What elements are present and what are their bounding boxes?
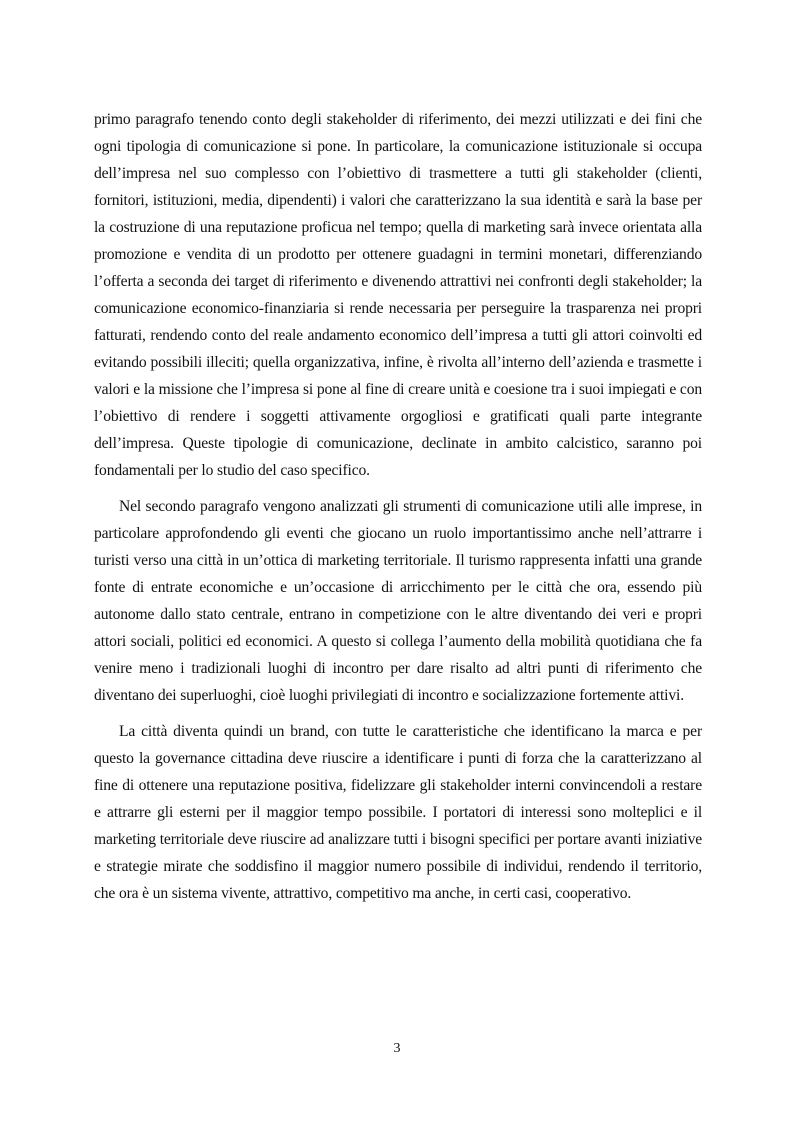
paragraph-second-section: Nel secondo paragrafo vengono analizzati gli strumenti di comunicazione utili alle imprese, in particolare approfondendo gli eventi che giocano un ruolo importantissimo anche nell’attrarre i turisti verso una città in un’ottica di marketing territoriale. Il turismo rappresenta infatti una grande fonte di entrate economiche e un’occasione di arricchimento per le città che ora, essendo più autonome dallo stato centrale, entrano in competizione con le altre diventando dei veri e propri attori sociali, politici ed economici. A questo si collega l’aumento della mobilità quotidiana che fa venire meno i tradizionali luoghi di incontro per dare risalto ad altri punti di riferimento che diventano dei superluoghi, cioè luoghi privilegiati di incontro e socializzazione fortemente attivi. <box>94 498 702 704</box>
paragraph-city-brand: La città diventa quindi un brand, con tutte le caratteristiche che identificano la marca e per questo la governance cittadina deve riuscire a identificare i punti di forza che la caratterizzano al fine di ottenere una reputazione positiva, fidelizzare gli stakeholder interni convincendoli a restare e attrarre gli esterni per il maggior tempo possibile. I portatori di interessi sono molteplici e il marketing territoriale deve riuscire ad analizzare tutti i bisogni specifici per portare avanti iniziative e strategie mirate che soddisfino il maggior numero possibile di individui, rendendo il territorio, che ora è un sistema vivente, attrattivo, competitivo ma anche, in certi casi, cooperativo. <box>94 723 702 902</box>
paragraph-continuation: primo paragrafo tenendo conto degli stakeholder di riferimento, dei mezzi utilizzati e dei fini che ogni tipologia di comunicazione si pone. In particolare, la comunicazione istituzionale si occupa dell’impresa nel suo complesso con l’obiettivo di trasmettere a tutti gli stakeholder (clienti, fornitori, istituzioni, media, dipendenti) i valori che caratterizzano la sua identità e sarà la base per la costruzione di una reputazione proficua nel tempo; quella di marketing sarà invece orientata alla promozione e vendita di un prodotto per ottenere guadagni in termini monetari, differenziando l’offerta a seconda dei target di riferimento e divenendo attrattivi nei confronti degli stakeholder; la comunicazione economico-finanziaria si rende necessaria per perseguire la trasparenza nei propri fatturati, rendendo conto del reale andamento economico dell’impresa a tutti gli attori coinvolti ed evitando possibili illeciti; quella organizzativa, infine, è rivolta all’interno dell’azienda e trasmette i valori e la missione che l’impresa si pone al fine di creare unità e coesione tra i suoi impiegati e con l’obiettivo di rendere i soggetti attivamente orgogliosi e gratificati quali parte integrante dell’impresa. Queste tipologie di comunicazione, declinate in ambito calcistico, saranno poi fondamentali per lo studio del caso specifico. <box>94 111 702 479</box>
page-number: 3 <box>393 1041 401 1056</box>
body-text <box>94 106 702 907</box>
